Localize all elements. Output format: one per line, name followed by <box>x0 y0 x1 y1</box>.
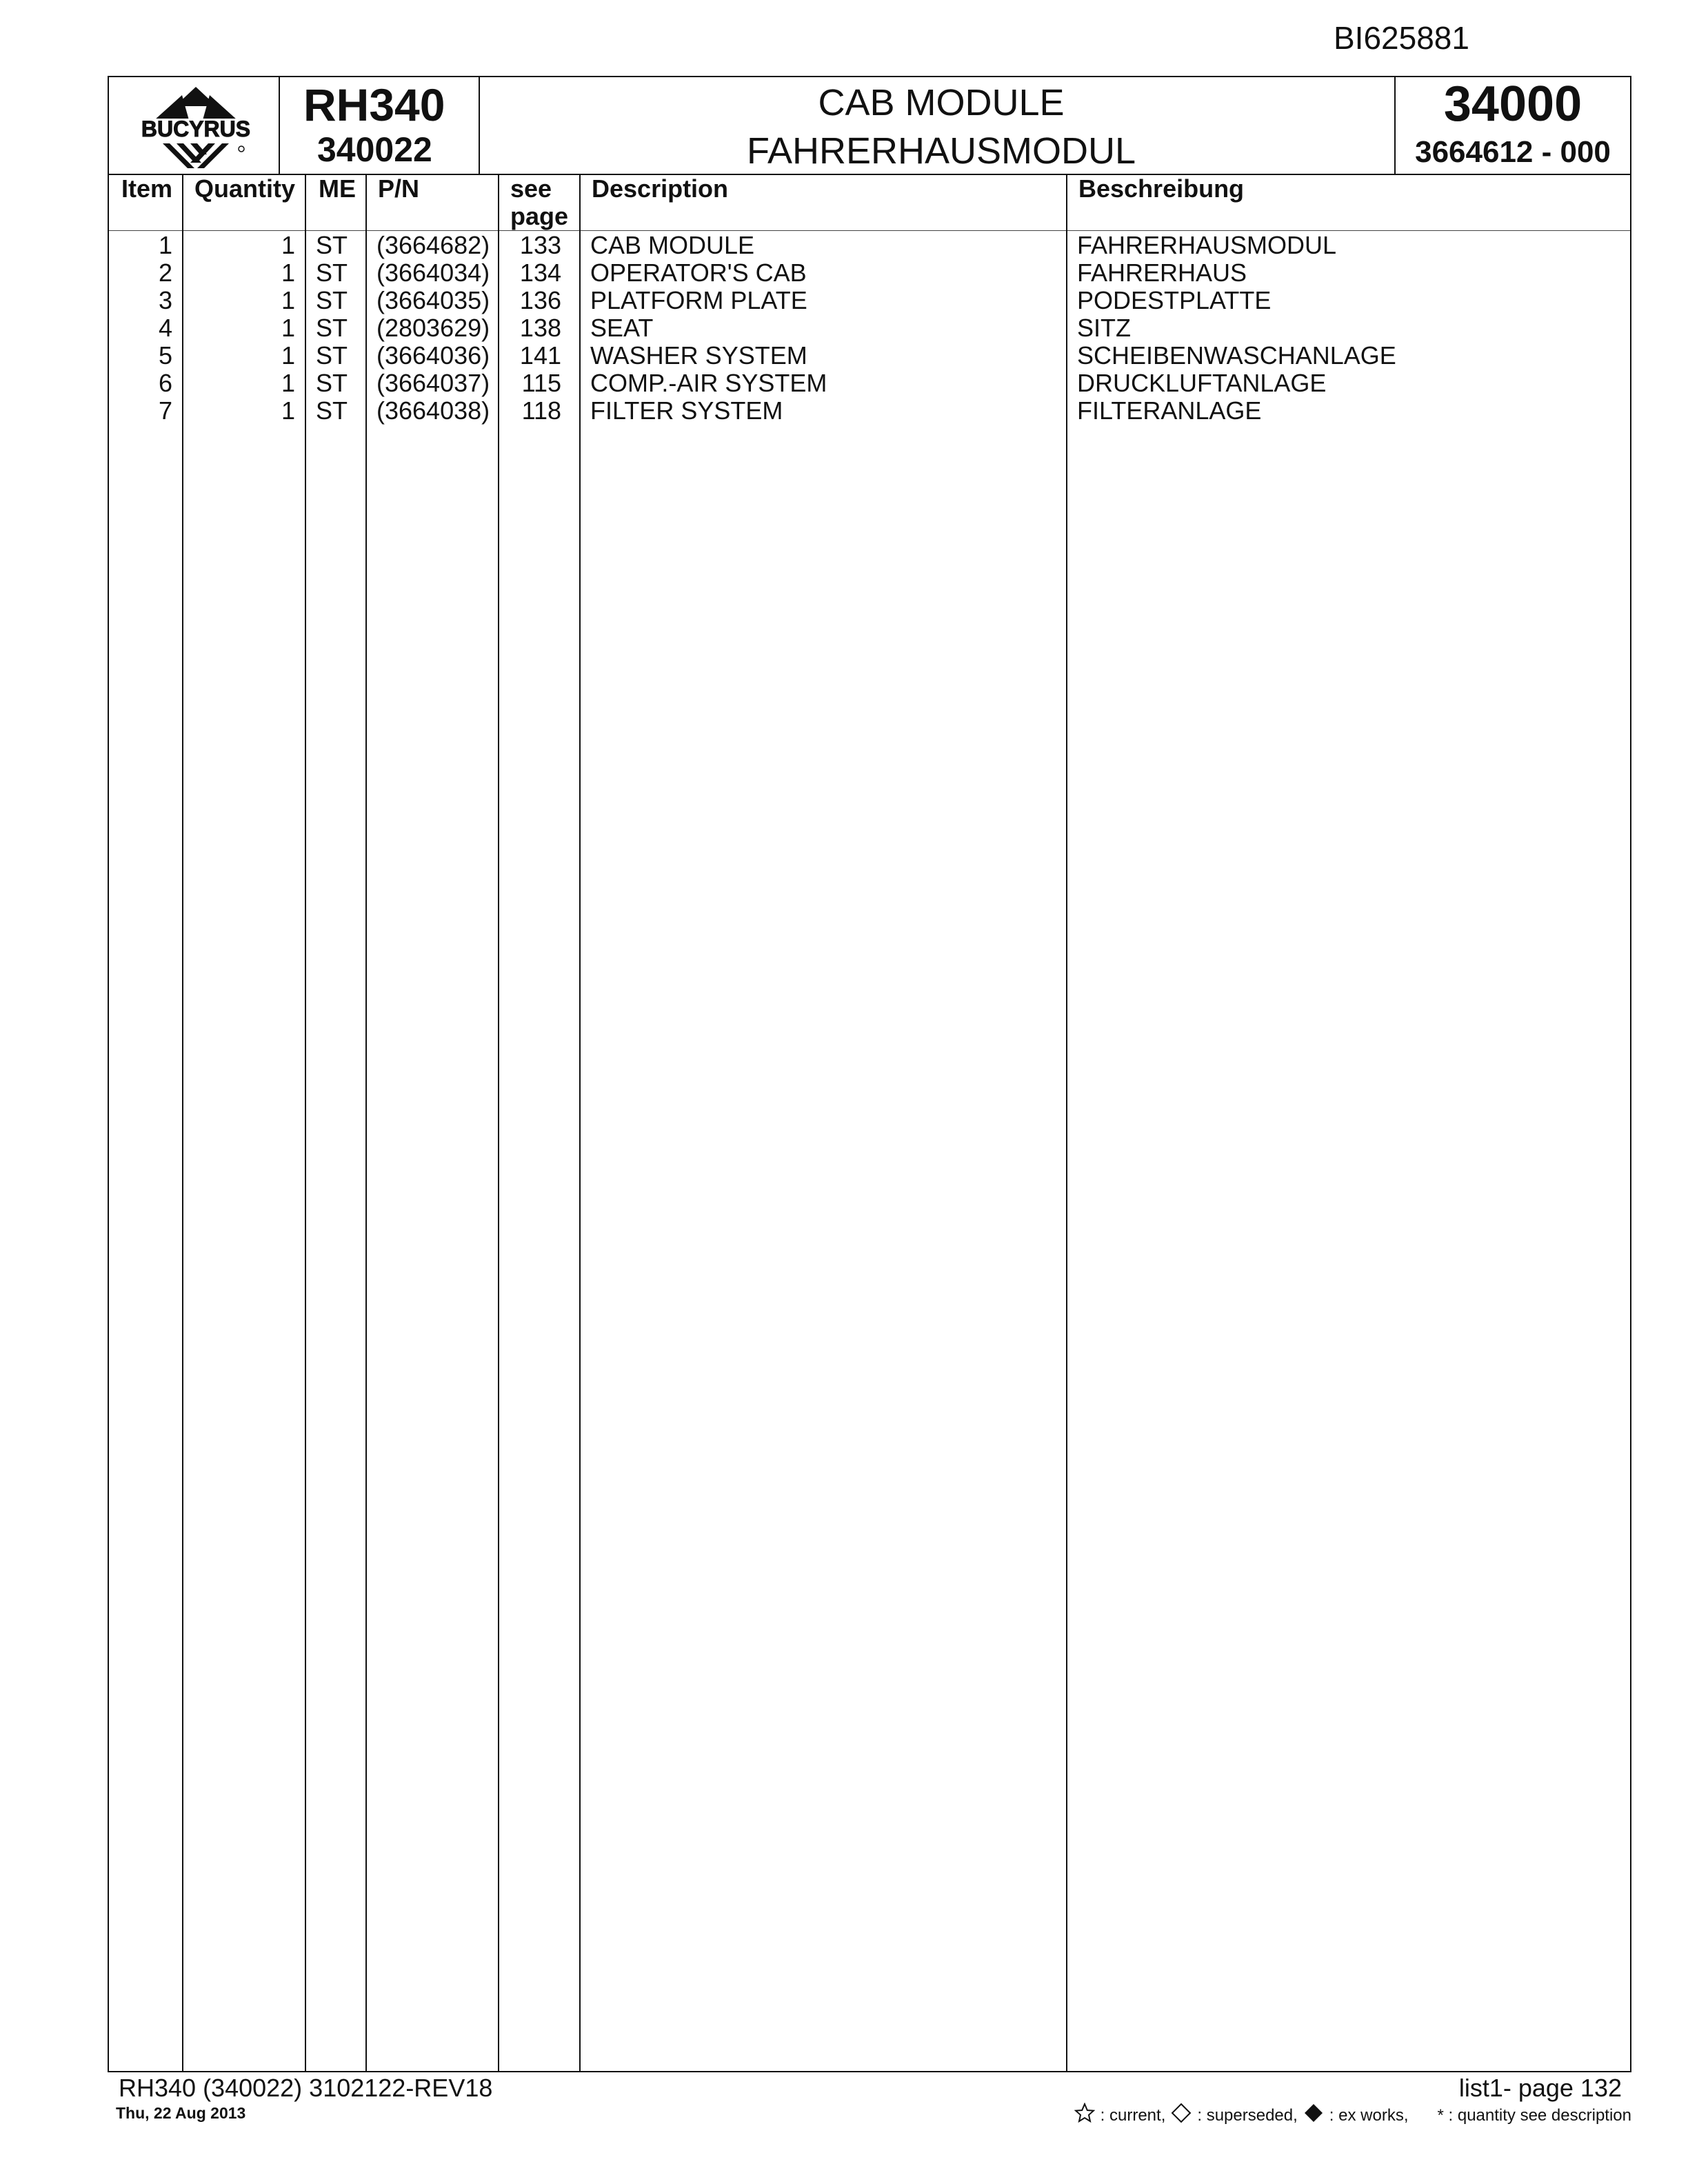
see-page: 134 <box>519 259 561 287</box>
unit: ST <box>316 231 348 259</box>
table-row <box>109 287 1630 314</box>
item-number: 6 <box>158 369 172 397</box>
description-en: FILTER SYSTEM <box>590 396 783 425</box>
group-part-number: 3664612 - 000 <box>1415 135 1611 169</box>
symbol-legend <box>1074 2103 1631 2128</box>
model-number: RH340 <box>303 79 445 130</box>
divider <box>579 174 581 2071</box>
diamond-filled-icon <box>1303 2103 1324 2128</box>
unit: ST <box>316 396 348 425</box>
column-header-beschreibung: Beschreibung <box>1078 174 1245 203</box>
quantity: 1 <box>281 259 295 287</box>
group-number: 34000 <box>1443 77 1582 132</box>
item-number: 4 <box>158 314 172 342</box>
column-header-pn: P/N <box>378 174 420 203</box>
divider <box>305 174 306 2071</box>
item-number: 2 <box>158 259 172 287</box>
part-number: (3664037) <box>376 369 490 397</box>
page-label: page <box>510 202 569 230</box>
divider <box>1066 174 1067 2071</box>
unit: ST <box>316 286 348 314</box>
quantity: 1 <box>281 286 295 314</box>
description-en: WASHER SYSTEM <box>590 341 807 370</box>
bucyrus-logo-icon <box>119 81 273 171</box>
description-en: SEAT <box>590 314 654 342</box>
part-number: (3664035) <box>376 286 490 314</box>
description-de: FAHRERHAUSMODUL <box>1077 231 1337 259</box>
table-row <box>109 370 1630 397</box>
unit: ST <box>316 341 348 370</box>
column-header-see-page <box>510 175 568 230</box>
divider <box>279 77 280 174</box>
table-row <box>109 259 1630 287</box>
item-number: 7 <box>158 396 172 425</box>
print-date: Thu, 22 Aug 2013 <box>116 2104 246 2122</box>
column-header-me: ME <box>319 174 356 203</box>
item-number: 3 <box>158 286 172 314</box>
quantity: 1 <box>281 369 295 397</box>
diamond-outline-icon <box>1171 2103 1192 2128</box>
see-page: 136 <box>519 286 561 314</box>
part-number: (3664682) <box>376 231 490 259</box>
description-en: PLATFORM PLATE <box>590 286 807 314</box>
description-en: COMP.-AIR SYSTEM <box>590 369 827 397</box>
quantity: 1 <box>281 396 295 425</box>
svg-text:BUCYRUS: BUCYRUS <box>141 117 251 141</box>
unit: ST <box>316 259 348 287</box>
see-page: 138 <box>519 314 561 342</box>
document-reference: RH340 (340022) 3102122-REV18 <box>119 2074 493 2102</box>
title-german: FAHRERHAUSMODUL <box>746 130 1136 172</box>
part-number: (2803629) <box>376 314 490 342</box>
description-de: DRUCKLUFTANLAGE <box>1077 369 1327 397</box>
divider <box>498 174 499 2071</box>
see-label: see <box>510 174 552 203</box>
bucyrus-logo <box>109 77 279 174</box>
description-de: SCHEIBENWASCHANLAGE <box>1077 341 1396 370</box>
see-page: 133 <box>519 231 561 259</box>
description-en: CAB MODULE <box>590 231 755 259</box>
title-english: CAB MODULE <box>818 82 1065 123</box>
see-page: 115 <box>521 369 561 397</box>
serial-number: 340022 <box>317 130 432 169</box>
part-number: (3664036) <box>376 341 490 370</box>
table-row <box>109 342 1630 370</box>
legend-superseded: : superseded, <box>1197 2105 1298 2125</box>
quantity: 1 <box>281 341 295 370</box>
table-row <box>109 232 1630 259</box>
item-number: 5 <box>158 341 172 370</box>
legend-ex-works: : ex works, <box>1329 2105 1409 2125</box>
see-page: 141 <box>519 341 561 370</box>
quantity: 1 <box>281 314 295 342</box>
unit: ST <box>316 369 348 397</box>
part-number: (3664034) <box>376 259 490 287</box>
star-outline-icon <box>1074 2103 1095 2128</box>
description-de: FILTERANLAGE <box>1077 396 1262 425</box>
description-en: OPERATOR'S CAB <box>590 259 807 287</box>
column-header-quantity: Quantity <box>194 174 296 203</box>
part-number: (3664038) <box>376 396 490 425</box>
description-de: PODESTPLATTE <box>1077 286 1272 314</box>
divider <box>365 174 367 2071</box>
unit: ST <box>316 314 348 342</box>
table-row <box>109 397 1630 425</box>
legend-current: : current, <box>1100 2105 1166 2125</box>
page-reference: list1- page 132 <box>1458 2074 1622 2102</box>
column-header-item: Item <box>121 174 173 203</box>
document-id: BI625881 <box>1334 20 1469 56</box>
column-header-description: Description <box>592 174 729 203</box>
divider <box>182 174 183 2071</box>
description-de: SITZ <box>1077 314 1131 342</box>
item-number: 1 <box>158 231 172 259</box>
quantity: 1 <box>281 231 295 259</box>
description-de: FAHRERHAUS <box>1077 259 1247 287</box>
divider <box>479 77 480 174</box>
table-row <box>109 314 1630 342</box>
see-page: 118 <box>521 396 561 425</box>
legend-quantity-note: * : quantity see description <box>1437 2105 1631 2125</box>
